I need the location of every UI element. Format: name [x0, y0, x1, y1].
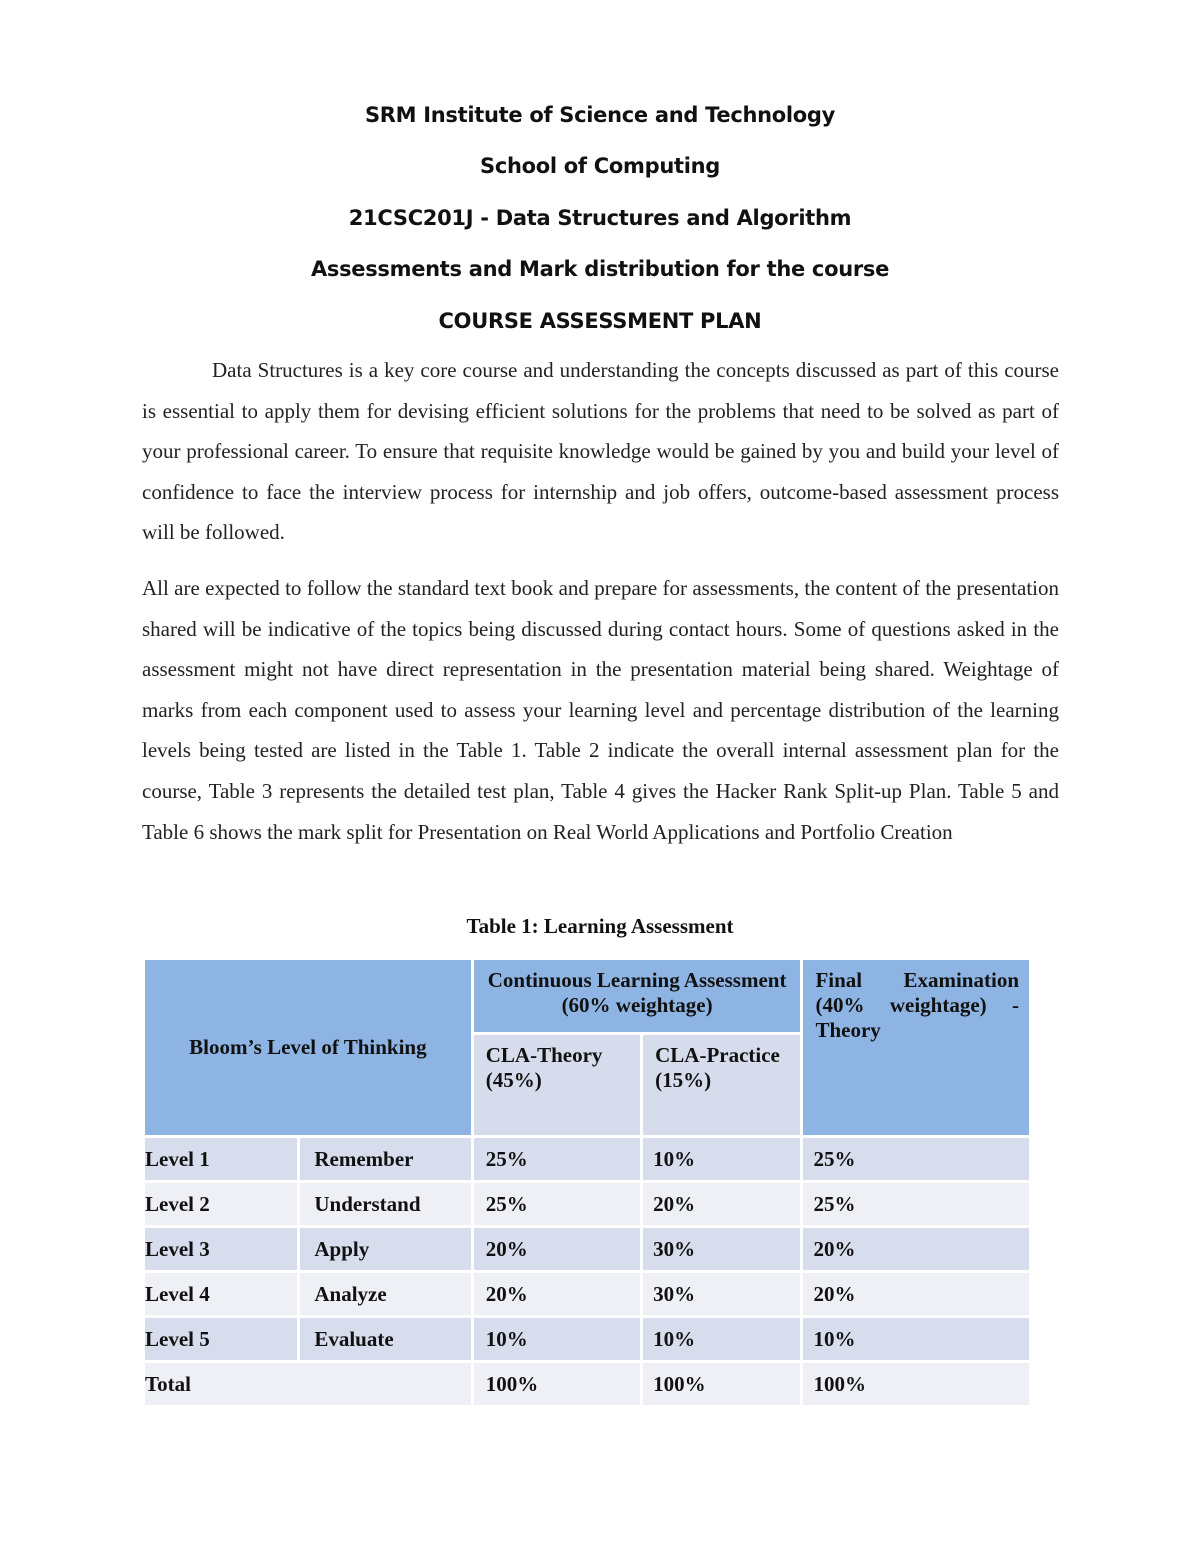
cla-theory-header: CLA-Theory (45%) — [474, 1035, 640, 1135]
level-cell: Level 5 — [145, 1318, 297, 1360]
table-row — [145, 1273, 1029, 1315]
school-heading: School of Computing — [480, 154, 720, 178]
cla-theory-cell: 20% — [474, 1273, 640, 1315]
course-heading: 21CSC201J - Data Structures and Algorithm — [348, 206, 852, 230]
level-name-cell: Apply — [300, 1228, 470, 1270]
cla-practice-header: CLA-Practice (15%) — [643, 1035, 800, 1135]
table-row — [145, 1183, 1029, 1225]
final-exam-cell: 20% — [803, 1273, 1029, 1315]
subtitle-heading: Assessments and Mark distribution for the course — [310, 257, 890, 281]
level-cell: Level 2 — [145, 1183, 297, 1225]
cla-practice-cell: 10% — [643, 1138, 800, 1180]
cla-theory-cell: 10% — [474, 1318, 640, 1360]
level-cell: Level 1 — [145, 1138, 297, 1180]
level-cell: Level 3 — [145, 1228, 297, 1270]
cla-practice-cell: 30% — [643, 1273, 800, 1315]
cla-theory-cell: 25% — [474, 1183, 640, 1225]
cla-practice-cell: 10% — [643, 1318, 800, 1360]
table-row — [145, 1318, 1029, 1360]
table-total-row — [145, 1363, 1029, 1405]
total-cla-practice-cell: 100% — [643, 1363, 800, 1405]
final-exam-cell: 10% — [803, 1318, 1029, 1360]
table-row — [145, 1228, 1029, 1270]
total-final-exam-cell: 100% — [803, 1363, 1029, 1405]
level-name-cell: Understand — [300, 1183, 470, 1225]
cla-practice-cell: 30% — [643, 1228, 800, 1270]
blooms-level-header: Bloom’s Level of Thinking — [145, 960, 471, 1135]
level-cell: Level 4 — [145, 1273, 297, 1315]
final-exam-cell: 25% — [803, 1138, 1029, 1180]
plan-heading: COURSE ASSESSMENT PLAN — [438, 309, 762, 333]
final-exam-header: Final Examination (40% weightage) - Theory — [803, 960, 1029, 1135]
cla-theory-cell: 20% — [474, 1228, 640, 1270]
level-name-cell: Remember — [300, 1138, 470, 1180]
total-label-cell: Total — [145, 1363, 471, 1405]
cla-header: Continuous Learning Assessment (60% weightage) — [474, 960, 801, 1032]
table-row — [145, 1138, 1029, 1180]
total-cla-theory-cell: 100% — [474, 1363, 640, 1405]
level-name-cell: Evaluate — [300, 1318, 470, 1360]
table-caption: Table 1: Learning Assessment — [466, 914, 734, 938]
cla-theory-cell: 25% — [474, 1138, 640, 1180]
final-exam-cell: 20% — [803, 1228, 1029, 1270]
intro-paragraph: Data Structures is a key core course and understanding the concepts discussed as part of this course is essential to apply them for devising efficient solutions for the problems that need to be solved as part of your professional career. To ensure that requisite knowledge would be gained by you and build your level of confidence to face the interview process for internship and job offers, outcome-based assessment process will be followed. — [142, 358, 1059, 545]
cla-practice-cell: 20% — [643, 1183, 800, 1225]
level-name-cell: Analyze — [300, 1273, 470, 1315]
learning-assessment-table — [142, 957, 1032, 1408]
expectations-paragraph: All are expected to follow the standard text book and prepare for assessments, the content of the presentation shared will be indicative of the topics being discussed during contact hours. Some of questions asked in the assessment might not have direct representation in the presentation material being shared. Weightage of marks from each component used to assess your learning level and percentage distribution of the learning levels being tested are listed in the Table 1. Table 2 indicate the overall internal assessment plan for the course, Table 3 represents the detailed test plan, Table 4 gives the Hacker Rank Split-up Plan. Table 5 and Table 6 shows the mark split for Presentation on Real World Applications and Portfolio Creation — [142, 576, 1059, 844]
institute-heading: SRM Institute of Science and Technology — [364, 103, 836, 127]
final-exam-cell: 25% — [803, 1183, 1029, 1225]
